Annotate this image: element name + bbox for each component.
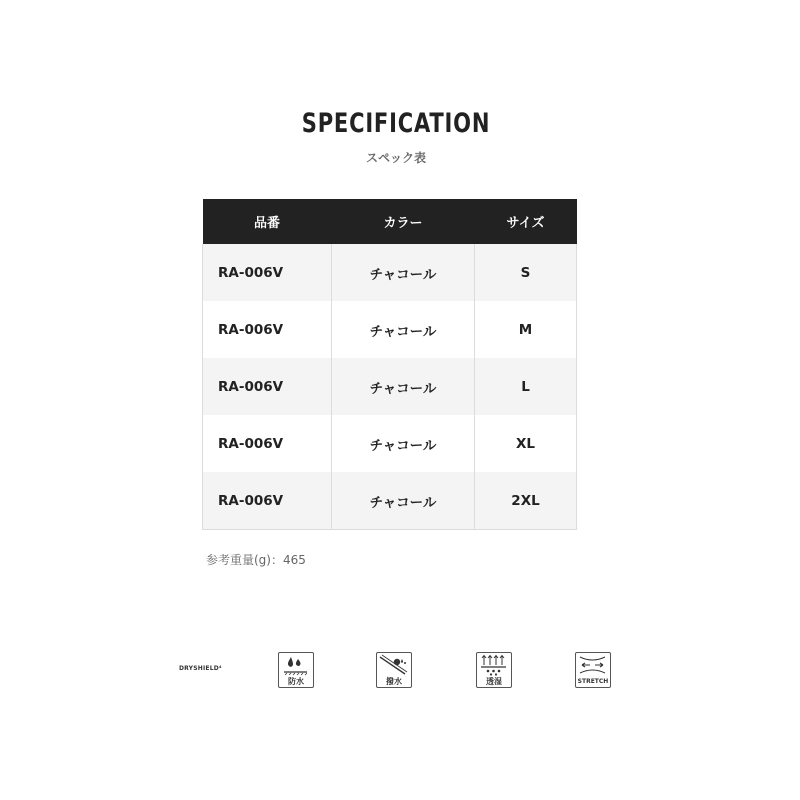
spec-table (202, 199, 577, 530)
table-header-row (203, 199, 577, 244)
table-row (203, 472, 577, 530)
color-cell: チャコール (332, 415, 475, 472)
feature-badge-stretch (575, 652, 611, 688)
table-row (203, 358, 577, 415)
size-cell: L (475, 358, 577, 415)
color-cell: チャコール (332, 358, 475, 415)
color-cell: チャコール (332, 244, 475, 301)
column-header-product-code: 品番 (203, 199, 332, 244)
feature-label: 透湿 (486, 677, 502, 686)
size-cell: XL (475, 415, 577, 472)
feature-label: STRETCH (577, 678, 609, 685)
spec-subtitle: スペック表 (365, 151, 426, 165)
product-code-cell: RA-006V (203, 301, 332, 358)
spec-title: SPECIFICATION (301, 108, 491, 139)
product-code-cell: RA-006V (203, 472, 332, 530)
table-row (203, 301, 577, 358)
product-code-cell: RA-006V (203, 358, 332, 415)
waterproof-icon (279, 653, 312, 677)
feature-label: 防水 (288, 677, 304, 686)
stretch-icon (576, 653, 609, 677)
column-header-color: カラー (332, 199, 475, 244)
feature-badge-waterproof (278, 652, 314, 688)
size-cell: M (475, 301, 577, 358)
product-code-cell: RA-006V (203, 244, 332, 301)
dryshield-logo: DRYSHIELD⁴ (179, 665, 222, 672)
weight-note: 参考重量(g)：465 (206, 553, 306, 567)
breathable-icon (477, 653, 510, 677)
column-header-size: サイズ (475, 199, 577, 244)
color-cell: チャコール (332, 301, 475, 358)
color-cell: チャコール (332, 472, 475, 530)
size-cell: 2XL (475, 472, 577, 530)
table-row (203, 415, 577, 472)
product-code-cell: RA-006V (203, 415, 332, 472)
feature-badge-water-repellent (376, 652, 412, 688)
feature-label: 撥水 (386, 677, 402, 686)
size-cell: S (475, 244, 577, 301)
water-repellent-icon (377, 653, 410, 677)
table-row (203, 244, 577, 301)
feature-badge-breathable (476, 652, 512, 688)
